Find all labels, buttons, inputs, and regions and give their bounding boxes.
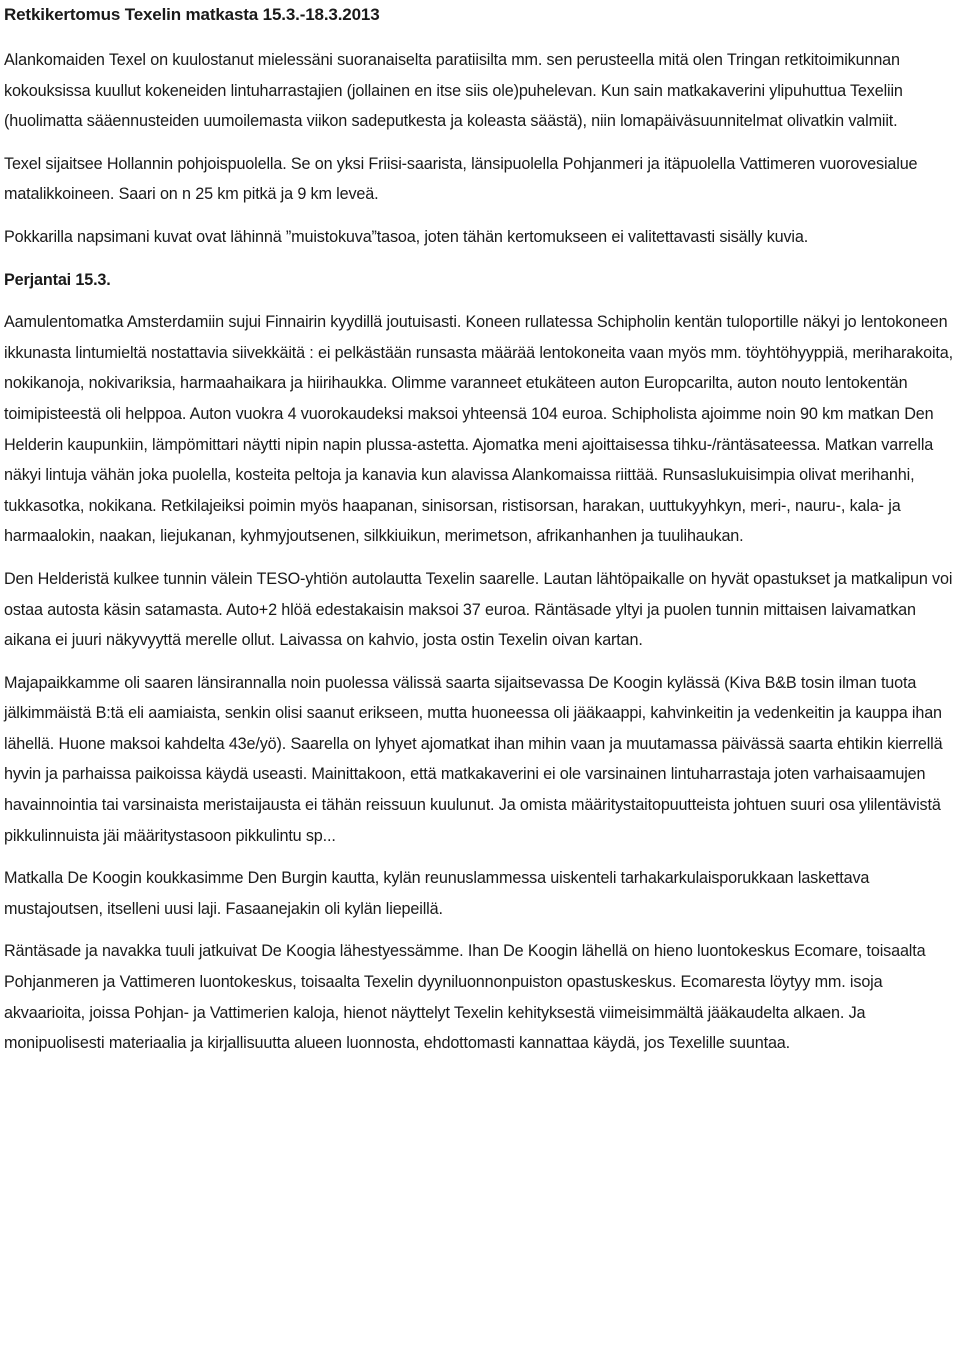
spacer [4,295,956,307]
paragraph-photos: Pokkarilla napsimani kuvat ovat lähinnä ”muistokuva”tasoa, joten tähän kertomukseen ei valitettavasti sisälly kuvia. [4,227,809,246]
paragraph-location: Texel sijaitsee Hollannin pohjoispuolella. Se on yksi Friisi-saarista, länsipuolella Pohjanmeri ja itäpuolella Vattimeren vuorovesialue matalikkoineen. Saari on n 25 km pitkä ja 9 km leveä. [4,154,918,204]
spacer [4,656,956,668]
paragraph-intro: Alankomaiden Texel on kuulostanut mielessäni suoranaiselta paratiisilta mm. sen perusteella mitä olen Tringan retkitoimikunnan kokouksissa kuullut kokeneiden lintuharrastajien (jollainen en itse siis ole)puhelevan. Kun sain matkakaverini ylipuhuttua Texeliin (huolimatta sääennusteiden uumoilemasta viikon sadeputkesta ja koleasta säästä), niin lomapäiväsuunnitelmat olivatkin valmiit. [4,51,903,131]
spacer [4,210,956,222]
document-title: Retkikertomus Texelin matkasta 15.3.-18.3.2013 [4,5,380,24]
spacer [4,552,956,564]
paragraph-ecomare: Räntäsade ja navakka tuuli jatkuivat De Koogia lähestyessämme. Ihan De Koogin lähellä on hieno luontokeskus Ecomare, toisaalta Pohjanmeren ja Vattimeren luontokeskus, toisaalta Texelin dyyniluonnonpuiston opastuskeskus. Ecomaresta löytyy mm. isoja akvaarioita, joissa Pohjan- ja Vattimerien kaloja, hienot näyttelyt Texelin kehityksestä viimeisimmältä jääkaudelta alkaen. Ja monipuolisesti materiaalia ja kirjallisuutta alueen luonnosta, ehdottomasti kannattaa käydä, jos Texelille suuntaa. [4,942,926,1053]
paragraph-den-burg: Matkalla De Koogin koukkasimme Den Burgin kautta, kylän reunuslammessa uiskenteli tarhakarkulaisporukkaan laskettava mustajoutsen, itselleni uusi laji. Fasaanejakin oli kylän liepeillä. [4,869,870,918]
paragraph-accommodation: Majapaikkamme oli saaren länsirannalla noin puolessa välissä saarta sijaitsevassa De Koogin kylässä (Kiva B&B tosin ilman tuota jälkimmäistä B:tä eli aamiaista, senkin olisi saanut erikseen, mutta huoneessa oli jääkaappi, kahvinkeitin ja vedenkeitin ja kauppa ihan lähellä. Huone maksoi kahdelta 43e/yö). Saarella on lyhyet ajomatkat ihan mihin vaan ja muutamassa päivässä saarta ehtikin kierrellä hyvin ja parhaissa paikoissa käydä useasti. Mainittakoon, että matkakaverini ei ole varsinainen lintuharrastaja joten varhaisaamujen havainnointia tai varsinaista meristaijausta ei tähän reissuun kuulunut. Ja omista määritystaitopuutteista johtuen suuri osa ylilentävistä pikkulinnuista jäi määritystasoon pikkulintu sp... [4,673,943,845]
paragraph-ferry: Den Helderistä kulkee tunnin välein TESO-yhtiön autolautta Texelin saarelle. Lautan lähtöpaikalle on hyvät opastukset ja matkalipun voi ostaa autosta käsin satamasta. Auto+2 hlöä edestakaisin maksoi 37 euroa. Räntäsade yltyi ja puolen tunnin mittaisen laivamatkan aikana ei juuri näkyvyyttä merelle ollut. Laivassa on kahvio, josta ostin Texelin oivan kartan. [4,569,953,650]
spacer [4,851,956,863]
spacer [4,253,956,265]
paragraph-flight: Aamulentomatka Amsterdamiin sujui Finnairin kyydillä joutuisasti. Koneen rullatessa Schipholin kentän tuloportille näkyi jo lentokoneen ikkunasta lintumieltä nostattavia siivekkäitä : ei pelkästään runsasta määrää lentokoneita vaan myös mm. töyhtöhyyppiä, meriharakoita, nokikanoja, nokivariksia, harmaahaikara ja hiirihaukka. Olimme varanneet etukäteen auton Europcarilta, auton nouto lentokentän toimipisteestä oli helppoa. Auton vuokra 4 vuorokaudeksi maksoi yhteensä 104 euroa. Schipholista ajoimme noin 90 km matkan Den Helderin kaupunkiin, lämpömittari näytti nipin napin plussa-astetta. Ajomatka meni ajoittaisessa tihku-/räntäsateessa. Matkan varrella näkyi lintuja vähän joka puolella, kosteita peltoja ja kanavia kun alavissa Alankomaissa riittää. Runsaslukuisimpia olivat merihanhi, tukkasotka, nokikana. Retkilajeiksi poimin myös haapanan, sinisorsan, ristisorsan, harakan, uuttukyyhkyn, meri-, nauru-, kala- ja harmaalokin, naakan, liejukanan, kyhmyjoutsenen, silkkiuikun, merimetson, afrikanhanhen ja tuulihaukan. [4,313,953,546]
spacer [4,28,956,45]
spacer [4,137,956,149]
spacer [4,924,956,936]
section-heading-friday: Perjantai 15.3. [4,270,111,289]
